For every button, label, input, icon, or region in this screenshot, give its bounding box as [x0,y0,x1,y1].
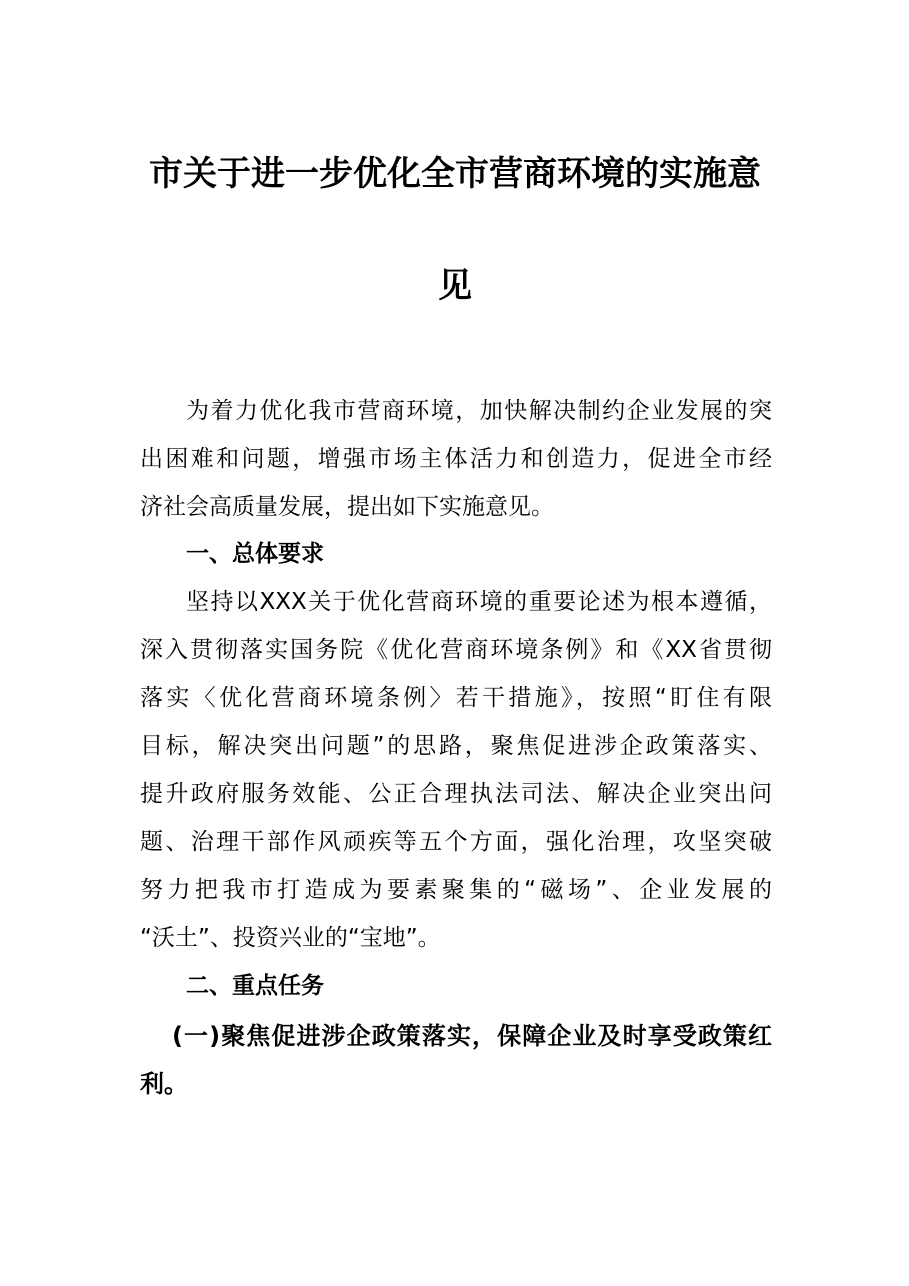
section1-line-6: 题、治理干部作风顽疾等五个方面，强化治理，攻坚突破 [140,829,772,855]
intro-line-1: 为着力优化我市营商环境，加快解决制约企业发展的突 [186,398,772,424]
section1-line-7: 努力把我市打造成为要素聚集的“磁场”、企业发展的 [140,877,772,903]
section1-line-5: 提升政府服务效能、公正合理执法司法、解决企业突出问 [140,781,772,807]
subsection-heading-line-2: 利。 [140,1070,188,1098]
intro-line-3: 济社会高质量发展，提出如下实施意见。 [140,494,554,520]
subsection-heading-line-1: (一)聚焦促进涉企政策落实，保障企业及时享受政策红 [172,1022,772,1050]
document-title-line-1: 市关于进一步优化全市营商环境的实施意 [149,154,761,194]
document-title-line-2: 见 [438,266,472,306]
section-heading-general-requirements: 一、总体要求 [186,541,324,567]
section1-line-4: 目标，解决突出问题”的思路，聚焦促进涉企政策落实、 [140,733,772,759]
intro-line-2: 出困难和问题，增强市场主体活力和创造力，促进全市经 [140,446,772,472]
section1-line-2: 深入贯彻落实国务院《优化营商环境条例》和《XX省贯彻 [140,637,772,663]
section1-line-1: 坚持以XXX关于优化营商环境的重要论述为根本遵循， [186,589,772,615]
section-heading-key-tasks: 二、重点任务 [186,973,324,999]
section1-line-8: “沃土”、投资兴业的“宝地”。 [140,925,441,951]
section1-line-3: 落实〈优化营商环境条例〉若干措施》，按照“盯住有限 [140,685,772,711]
